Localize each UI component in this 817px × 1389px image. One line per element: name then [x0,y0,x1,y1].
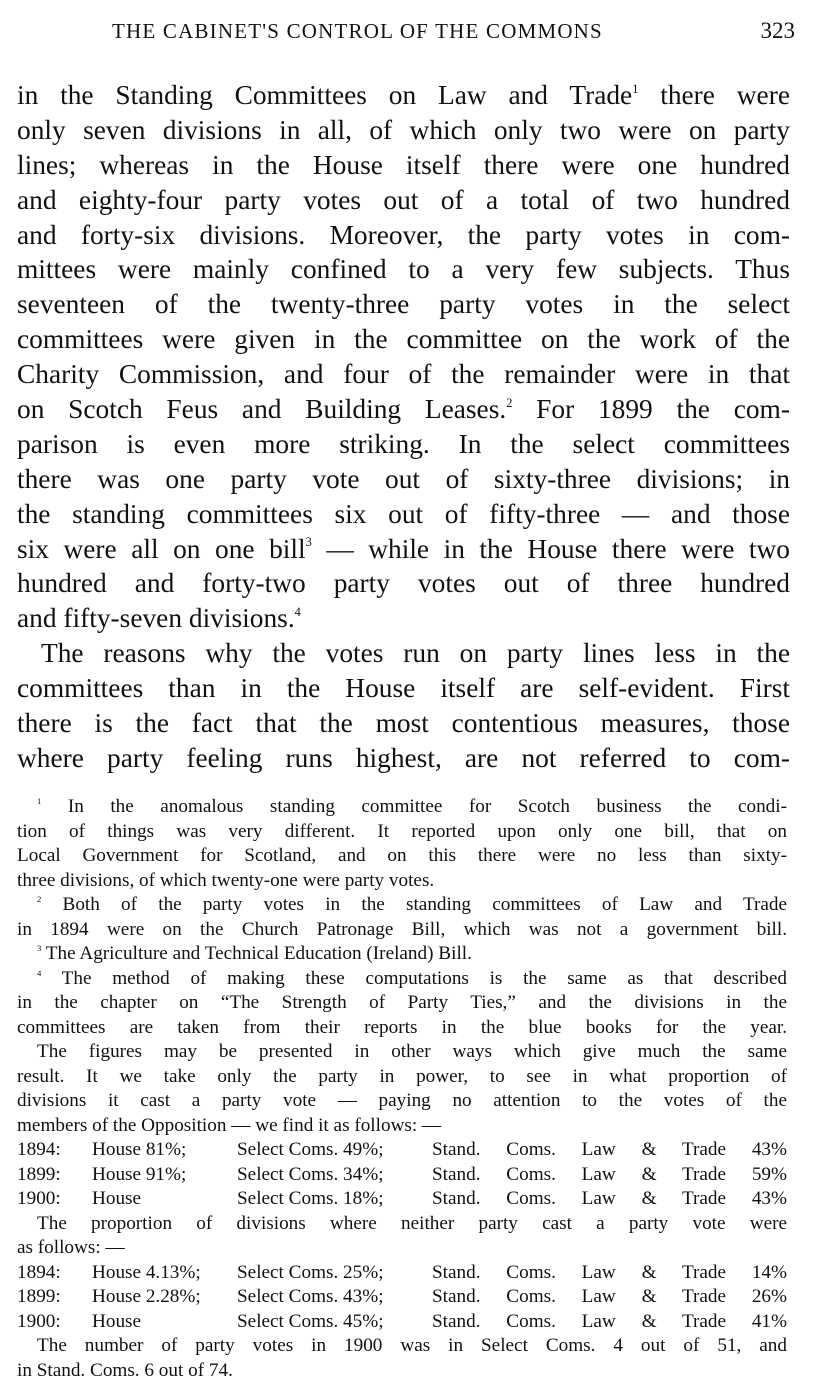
table-row: 1900: House Select Coms. 45%; Stand. Coms. Law & Trade 41% [17,1310,787,1332]
footnote-line: in the chapter on “The Strength of Party Ties,” and the divisions in the [17,992,787,1013]
text-line: on Scotch Feus and Building Leases.$^2$ For 1899 the com- [17,394,790,425]
text-line: six were all on one bill$^3$ — while in the House there were two [17,533,790,564]
text-line: in the Standing Committees on Law and Trade$^1$ there were [17,80,790,110]
neither-party-table [17,1261,787,1335]
footnote-line: The figures may be presented in other ways which give much the same [37,1041,787,1062]
footnote-ref[interactable]: 2 [506,395,513,410]
table-row: 1894: House 81%; Select Coms. 49%; Stand. Coms. Law & Trade 43% [17,1139,787,1160]
table-row: 1894: House 4.13%; Select Coms. 25%; Stand. Coms. Law & Trade 14% [17,1261,787,1283]
text-line: and forty-six divisions. Moreover, the party votes in com- [17,219,790,250]
table-row: 1900: House Select Coms. 18%; Stand. Coms. Law & Trade 43% [17,1188,787,1209]
page-number: 323 [760,18,795,43]
text-line: committees than in the House itself are self-evident. First [17,673,790,704]
footnote-ref[interactable]: 4 [294,605,301,620]
footnote-2: $^2$ Both of the party votes in the standing committees of Law and Trade [37,894,788,915]
text-line: the standing committees six out of fifty-three — and those [17,498,790,529]
running-title: THE CABINET'S CONTROL OF THE COMMONS [112,19,603,43]
text-line: Charity Commission, and four of the remainder were in that [17,359,790,390]
main-text [17,78,790,776]
footnotes [17,795,787,1383]
text-line: committees were given in the committee on the work of the [17,324,790,355]
footnote-4: $^4$ The method of making these computations is the same as that described [37,967,788,989]
text-line: and fifty-seven divisions.$^4$ [17,603,301,634]
text-line: lines; whereas in the House itself there were one hundred [17,149,790,180]
footnote-ref[interactable]: 3 [305,535,312,550]
text-line: and eighty-four party votes out of a total of two hundred [17,184,790,215]
text-line: The reasons why the votes run on party lines less in the [41,638,790,669]
text-line: hundred and forty-two party votes out of three hundred [17,568,790,599]
footnote-ref[interactable]: 1 [632,81,639,96]
table-row: 1899: House 91%; Select Coms. 34%; Stand. Coms. Law & Trade 59% [17,1163,787,1185]
text-line: seventeen of the twenty-three party votes in the select [17,289,790,320]
footnote-line: members of the Opposition — we find it as follows: — [17,1114,442,1136]
footnote-line: three divisions, of which twenty-one were party votes. [17,869,435,891]
footnote-1: $^1$ In the anomalous standing committee for Scotch business the condi- [37,796,787,817]
footnote-line: tion of things was very different. It reported upon only one bill, that on [17,820,787,842]
text-line: there was one party vote out of sixty-three divisions; in [17,463,790,494]
text-line: mittees were mainly confined to a very few subjects. Thus [17,254,790,285]
footnote-3: $^3$ The Agriculture and Technical Education (Ireland) Bill. [37,943,472,964]
footnote-line: in 1894 were on the Church Patronage Bill, which was not a government bill. [17,918,787,940]
footnote-line: in Stand. Coms. 6 out of 74. [17,1359,233,1381]
footnote-line: result. It we take only the party in power, to see in what proportion of [17,1065,787,1087]
footnote-line: divisions it cast a party vote — paying no attention to the votes of the [17,1090,787,1111]
footnote-line: committees are taken from their reports in the blue books for the year. [17,1016,787,1038]
text-line: parison is even more striking. In the select committees [17,428,790,459]
table-row: 1899: House 2.28%; Select Coms. 43%; Stand. Coms. Law & Trade 26% [17,1286,787,1307]
footnote-line: The number of party votes in 1900 was in Select Coms. 4 out of 51, and [37,1335,787,1356]
text-line: only seven divisions in all, of which only two were on party [17,114,790,145]
footnote-line: as follows: — [17,1237,125,1258]
text-line: where party feeling runs highest, are not referred to com- [17,742,790,773]
text-line: there is the fact that the most contentious measures, those [17,708,790,739]
running-header [17,14,795,48]
party-votes-table [17,1138,787,1212]
footnote-line: Local Government for Scotland, and on this there were no less than sixty- [17,845,787,866]
footnote-line: The proportion of divisions where neither party cast a party vote were [37,1212,787,1234]
